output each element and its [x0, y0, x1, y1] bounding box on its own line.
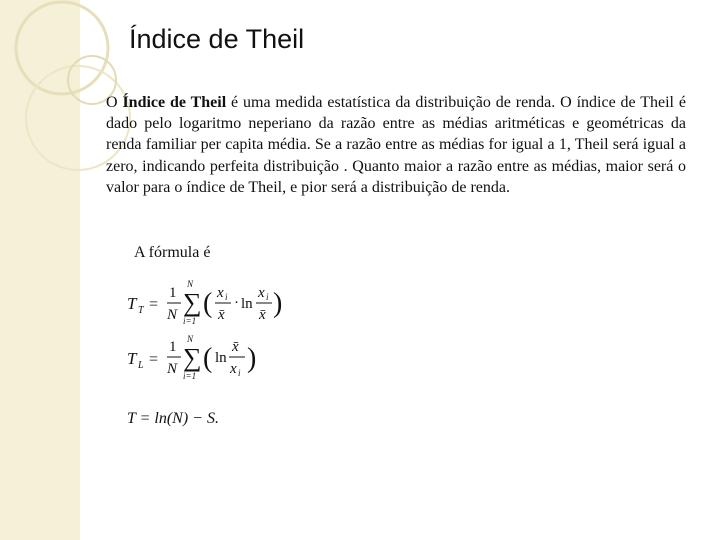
- formula-equals: =: [149, 351, 159, 368]
- ln-numerator: x̄: [232, 339, 239, 355]
- sum-sign: ∑: [183, 288, 202, 317]
- body-paragraph: [106, 92, 686, 198]
- ln-denominator-sub: i: [238, 368, 241, 378]
- fraction-denominator: N: [167, 307, 178, 323]
- ln-numerator: x: [258, 285, 265, 301]
- inner-numerator: x: [217, 285, 224, 301]
- inner-denominator: x̄: [218, 307, 225, 323]
- formula-theil-l: [125, 332, 295, 391]
- fraction-numerator: 1: [169, 285, 177, 301]
- inner-numerator-sub: i: [225, 292, 228, 302]
- paragraph-lead: O: [106, 94, 123, 111]
- formula-lhs-sub: T: [138, 305, 144, 316]
- fraction-numerator: 1: [169, 339, 177, 355]
- formula-lhs: T: [127, 349, 137, 368]
- sum-lower-limit: i=1: [183, 316, 197, 326]
- formula-lhs: T: [127, 294, 137, 313]
- paragraph-term: Índice de Theil: [122, 94, 227, 111]
- formula-lhs-sub: L: [138, 360, 144, 371]
- formula-equals: =: [149, 296, 159, 313]
- ln-denominator: x: [230, 361, 237, 377]
- paren-close: ): [273, 288, 283, 319]
- sum-upper-limit: N: [187, 334, 194, 344]
- dot-operator: ·: [234, 295, 239, 311]
- page-title: Índice de Theil: [129, 24, 305, 54]
- sum-upper-limit: N: [187, 279, 194, 289]
- paragraph-rest: é uma medida estatística da distribuição de renda. O índice de Theil é dado pelo logaritmo neperiano da razão entre as médias aritméticas e geométricas da renda familiar per capita média. Se a razão entre as médias for igual a 1, Theil será igual a zero, indicando perfeita distribuição . Quanto maior a razão entre as médias, maior será o valor para o índice de Theil, e pior será a distribuição de renda.: [106, 94, 686, 196]
- paren-open: (: [203, 343, 213, 374]
- ln-operator: ln: [215, 350, 227, 366]
- formula-simple-text: T = ln(N) − S.: [127, 410, 219, 427]
- paren-open: (: [203, 288, 213, 319]
- formula-theil-t: [125, 276, 295, 335]
- decorative-side-band: [0, 0, 80, 540]
- ln-denominator: x̄: [259, 307, 266, 323]
- formula-theil-simple: [125, 404, 285, 435]
- fraction-denominator: N: [167, 361, 178, 377]
- formula-intro: A fórmula é: [134, 244, 211, 261]
- sum-sign: ∑: [183, 343, 202, 372]
- ln-operator: ln: [241, 296, 253, 312]
- ln-numerator-sub: i: [266, 292, 269, 302]
- paren-close: ): [247, 343, 257, 374]
- sum-lower-limit: i=1: [183, 371, 197, 381]
